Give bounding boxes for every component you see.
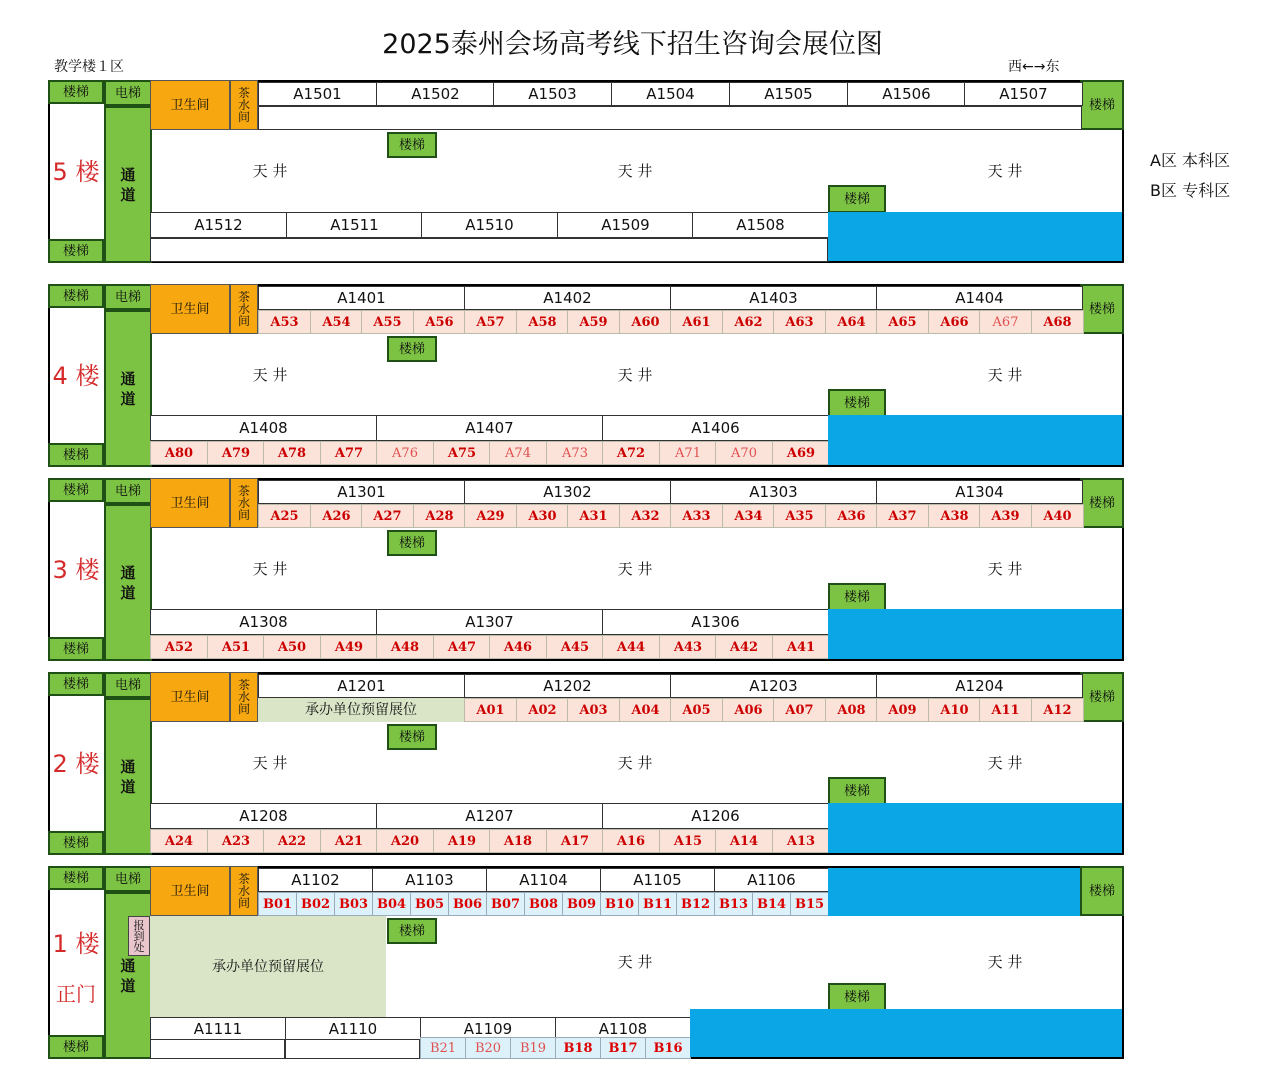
booth: A67 (979, 310, 1032, 334)
elevator: 电梯 (104, 478, 152, 504)
reserved-booth: 承办单位预留展位 (258, 698, 464, 722)
unused-area (828, 415, 1122, 465)
elevator: 电梯 (104, 672, 152, 698)
report-desk-char: 到 (133, 929, 145, 943)
atrium: 天 井 (617, 754, 653, 772)
room: A1307 (376, 609, 603, 635)
booth: A01 (464, 698, 517, 722)
booth: A57 (464, 310, 517, 334)
room: A1207 (376, 803, 603, 829)
room: A1507 (964, 82, 1083, 106)
stairs-left-top: 楼梯 (48, 284, 104, 308)
booth: A04 (619, 698, 672, 722)
tea-room-char: 间 (237, 702, 250, 716)
tea-room-char: 间 (237, 896, 250, 910)
booth: A13 (772, 829, 830, 853)
booth: A24 (150, 829, 208, 853)
room: A1402 (464, 286, 671, 310)
tea-room (230, 672, 258, 722)
room: A1406 (602, 415, 829, 441)
toilet: 卫生间 (150, 672, 230, 722)
booth: A28 (413, 504, 466, 528)
stairs-inner: 楼梯 (828, 389, 886, 417)
booth: A34 (722, 504, 775, 528)
booth: A10 (928, 698, 981, 722)
booth: A56 (413, 310, 466, 334)
room: A1510 (421, 212, 558, 238)
booth: B04 (372, 892, 411, 916)
room: A1303 (670, 480, 877, 504)
tea-room-char: 水 (237, 690, 250, 704)
stairs-left-bottom: 楼梯 (48, 443, 104, 467)
room: A1403 (670, 286, 877, 310)
booth: A35 (773, 504, 826, 528)
booth: A22 (263, 829, 321, 853)
booth: A53 (258, 310, 311, 334)
room: A1306 (602, 609, 829, 635)
booth: B06 (448, 892, 487, 916)
reserved-booth-area: 承办单位预留展位 (150, 916, 386, 1017)
room: A1201 (258, 674, 465, 698)
booth: A03 (567, 698, 620, 722)
floor-label-f4: 4 楼 (52, 362, 100, 390)
corridor (104, 106, 152, 263)
elevator: 电梯 (104, 80, 152, 106)
booth: B16 (645, 1037, 691, 1059)
booth: A66 (928, 310, 981, 334)
room: A1208 (150, 803, 377, 829)
page-title: 2025泰州会场高考线下招生咨询会展位图 (382, 29, 883, 60)
corridor-char: 道 (120, 583, 136, 602)
tea-room-char: 水 (237, 98, 250, 112)
stairs-left-bottom: 楼梯 (48, 637, 104, 661)
tea-room-char: 茶 (237, 86, 250, 100)
room: A1206 (602, 803, 829, 829)
booth: A20 (376, 829, 434, 853)
stairs-right: 楼梯 (1080, 80, 1124, 130)
booth: A29 (464, 504, 517, 528)
toilet: 卫生间 (150, 284, 230, 334)
atrium: 天 井 (987, 366, 1023, 384)
unused-area (828, 212, 1122, 261)
booth: A16 (602, 829, 660, 853)
stairs-inner: 楼梯 (828, 583, 886, 611)
room: A1512 (150, 212, 287, 238)
booth: A73 (546, 441, 604, 465)
stairs-right: 楼梯 (1080, 478, 1124, 528)
room: A1407 (376, 415, 603, 441)
booth: A44 (602, 635, 660, 659)
direction-indicator: 西←→东 (1008, 59, 1060, 75)
corridor-char: 通 (120, 956, 136, 975)
stairs-left-top: 楼梯 (48, 866, 104, 890)
booth: A08 (825, 698, 878, 722)
booth: A25 (258, 504, 311, 528)
stairs-right: 楼梯 (1080, 672, 1124, 722)
booth: A32 (619, 504, 672, 528)
room: A1106 (714, 868, 829, 892)
room: A1501 (258, 82, 377, 106)
corridor-char: 通 (120, 165, 136, 184)
tea-room-char: 间 (237, 110, 250, 124)
corridor (104, 504, 152, 661)
booth: A74 (489, 441, 547, 465)
stairs-inner: 楼梯 (387, 918, 437, 944)
booth: A78 (263, 441, 321, 465)
booth: A15 (659, 829, 717, 853)
booth: B12 (676, 892, 715, 916)
corridor-strip (258, 106, 1082, 130)
stairs-left-bottom: 楼梯 (48, 239, 104, 263)
atrium: 天 井 (987, 754, 1023, 772)
booth: A17 (546, 829, 604, 853)
tea-room (230, 80, 258, 130)
booth: A27 (361, 504, 414, 528)
booth: A75 (433, 441, 491, 465)
floor-label-f3: 3 楼 (52, 556, 100, 584)
room: A1502 (376, 82, 495, 106)
stairs-left-top: 楼梯 (48, 80, 104, 104)
tea-room-char: 间 (237, 508, 250, 522)
atrium: 天 井 (252, 366, 288, 384)
booth: A72 (602, 441, 660, 465)
corridor-char: 道 (120, 389, 136, 408)
booth: A40 (1031, 504, 1084, 528)
booth: A54 (310, 310, 363, 334)
room: A1503 (493, 82, 612, 106)
room: A1508 (692, 212, 829, 238)
booth: B11 (638, 892, 677, 916)
stairs-inner: 楼梯 (387, 336, 437, 362)
atrium: 天 井 (987, 162, 1023, 180)
booth: B01 (258, 892, 297, 916)
booth: A41 (772, 635, 830, 659)
room: A1509 (557, 212, 694, 238)
elevator: 电梯 (104, 284, 152, 310)
stairs-inner: 楼梯 (387, 530, 437, 556)
main-gate-label: 正门 (56, 982, 96, 1006)
booth: A62 (722, 310, 775, 334)
room: A1304 (876, 480, 1083, 504)
booth: B05 (410, 892, 449, 916)
booth: A45 (546, 635, 604, 659)
booth: A51 (207, 635, 265, 659)
booth: A07 (773, 698, 826, 722)
room: A1111 (150, 1017, 286, 1041)
booth: A61 (670, 310, 723, 334)
booth: A30 (516, 504, 569, 528)
stairs-left-bottom: 楼梯 (48, 831, 104, 855)
atrium: 天 井 (987, 953, 1023, 971)
room: A1110 (285, 1017, 421, 1041)
toilet: 卫生间 (150, 478, 230, 528)
tea-room-char: 茶 (237, 484, 250, 498)
booth: A65 (876, 310, 929, 334)
zone-label: 教学楼１区 (54, 59, 124, 75)
report-desk-char: 报 (133, 918, 145, 932)
stairs-inner: 楼梯 (387, 724, 437, 750)
booth: A18 (489, 829, 547, 853)
booth: B07 (486, 892, 525, 916)
room: A1102 (258, 868, 373, 892)
booth: A48 (376, 635, 434, 659)
booth: A23 (207, 829, 265, 853)
corridor-char: 道 (120, 976, 136, 995)
atrium: 天 井 (617, 366, 653, 384)
toilet: 卫生间 (150, 80, 230, 130)
corridor-strip (150, 238, 828, 262)
booth: B08 (524, 892, 563, 916)
booth: A38 (928, 504, 981, 528)
corridor (104, 698, 152, 855)
tea-room (230, 866, 258, 916)
booth: A49 (320, 635, 378, 659)
booth: B03 (334, 892, 373, 916)
report-desk (128, 916, 150, 956)
tea-room-char: 水 (237, 302, 250, 316)
booth: B13 (714, 892, 753, 916)
room: A1511 (286, 212, 423, 238)
tea-room-char: 水 (237, 884, 250, 898)
atrium: 天 井 (252, 162, 288, 180)
floor-label-f2: 2 楼 (52, 750, 100, 778)
corridor-char: 道 (120, 777, 136, 796)
booth: A55 (361, 310, 414, 334)
booth: B14 (752, 892, 791, 916)
stairs-inner: 楼梯 (387, 132, 437, 158)
elevator: 电梯 (104, 866, 152, 892)
legend-b-zone: B区 专科区 (1150, 181, 1231, 200)
stairs-inner: 楼梯 (828, 983, 886, 1011)
room: A1302 (464, 480, 671, 504)
booth: A71 (659, 441, 717, 465)
tea-room (230, 478, 258, 528)
room: A1504 (611, 82, 730, 106)
booth: B20 (465, 1037, 511, 1059)
stairs-right: 楼梯 (1080, 866, 1124, 916)
booth: A58 (516, 310, 569, 334)
booth: A14 (715, 829, 773, 853)
booth: A21 (320, 829, 378, 853)
room: A1408 (150, 415, 377, 441)
room: A1204 (876, 674, 1083, 698)
booth: A37 (876, 504, 929, 528)
booth: A33 (670, 504, 723, 528)
booth: A77 (320, 441, 378, 465)
booth: A06 (722, 698, 775, 722)
floor-label-f5: 5 楼 (52, 158, 100, 186)
corridor (104, 310, 152, 467)
room: A1105 (600, 868, 715, 892)
stairs-left-top: 楼梯 (48, 672, 104, 696)
toilet: 卫生间 (150, 866, 230, 916)
tea-room-char: 茶 (237, 290, 250, 304)
unused-area (690, 1009, 1122, 1057)
room: A1103 (372, 868, 487, 892)
corridor-char: 通 (120, 369, 136, 388)
booth: A42 (715, 635, 773, 659)
booth: A64 (825, 310, 878, 334)
booth: B18 (555, 1037, 601, 1059)
room: A1301 (258, 480, 465, 504)
booth: A12 (1031, 698, 1084, 722)
booth: A76 (376, 441, 434, 465)
stairs-inner: 楼梯 (828, 777, 886, 805)
room: A1202 (464, 674, 671, 698)
booth: A68 (1031, 310, 1084, 334)
unused-area (828, 803, 1122, 853)
room: A1104 (486, 868, 601, 892)
booth: A05 (670, 698, 723, 722)
tea-room-char: 水 (237, 496, 250, 510)
booth: B21 (420, 1037, 466, 1059)
booth: A80 (150, 441, 208, 465)
tea-room-char: 间 (237, 314, 250, 328)
booth: B15 (790, 892, 829, 916)
booth: A50 (263, 635, 321, 659)
booth: A69 (772, 441, 830, 465)
atrium: 天 井 (617, 162, 653, 180)
booth: A43 (659, 635, 717, 659)
booth: B02 (296, 892, 335, 916)
room: A1308 (150, 609, 377, 635)
booth: A52 (150, 635, 208, 659)
atrium: 天 井 (252, 754, 288, 772)
room: A1505 (729, 82, 848, 106)
legend-a-zone: A区 本科区 (1150, 151, 1231, 170)
room: A1401 (258, 286, 465, 310)
corridor-char: 通 (120, 563, 136, 582)
report-desk-char: 处 (133, 940, 145, 954)
corridor-char: 通 (120, 757, 136, 776)
booth: A47 (433, 635, 491, 659)
booth: B10 (600, 892, 639, 916)
atrium: 天 井 (252, 560, 288, 578)
atrium: 天 井 (987, 560, 1023, 578)
tea-room-char: 茶 (237, 872, 250, 886)
booth: B17 (600, 1037, 646, 1059)
empty-booth (150, 1039, 285, 1059)
stairs-left-top: 楼梯 (48, 478, 104, 502)
booth: A19 (433, 829, 491, 853)
unused-area (828, 868, 1080, 916)
stairs-left-bottom: 楼梯 (48, 1035, 104, 1059)
atrium: 天 井 (617, 953, 653, 971)
booth: A46 (489, 635, 547, 659)
stairs-right: 楼梯 (1080, 284, 1124, 334)
booth: B09 (562, 892, 601, 916)
room: A1109 (420, 1017, 556, 1041)
booth: A79 (207, 441, 265, 465)
corridor-char: 道 (120, 185, 136, 204)
booth: A02 (516, 698, 569, 722)
booth: A31 (567, 504, 620, 528)
booth: B19 (510, 1037, 556, 1059)
booth: A63 (773, 310, 826, 334)
tea-room (230, 284, 258, 334)
atrium: 天 井 (617, 560, 653, 578)
unused-area (828, 609, 1122, 659)
booth: A59 (567, 310, 620, 334)
stairs-inner: 楼梯 (828, 185, 886, 213)
booth: A26 (310, 504, 363, 528)
booth: A11 (979, 698, 1032, 722)
booth: A36 (825, 504, 878, 528)
room: A1203 (670, 674, 877, 698)
room: A1404 (876, 286, 1083, 310)
room: A1108 (555, 1017, 691, 1041)
booth: A70 (715, 441, 773, 465)
booth: A39 (979, 504, 1032, 528)
tea-room-char: 茶 (237, 678, 250, 692)
room: A1506 (847, 82, 966, 106)
floor-label-f1: 1 楼 (52, 930, 100, 958)
empty-booth (285, 1039, 420, 1059)
booth: A60 (619, 310, 672, 334)
booth: A09 (876, 698, 929, 722)
